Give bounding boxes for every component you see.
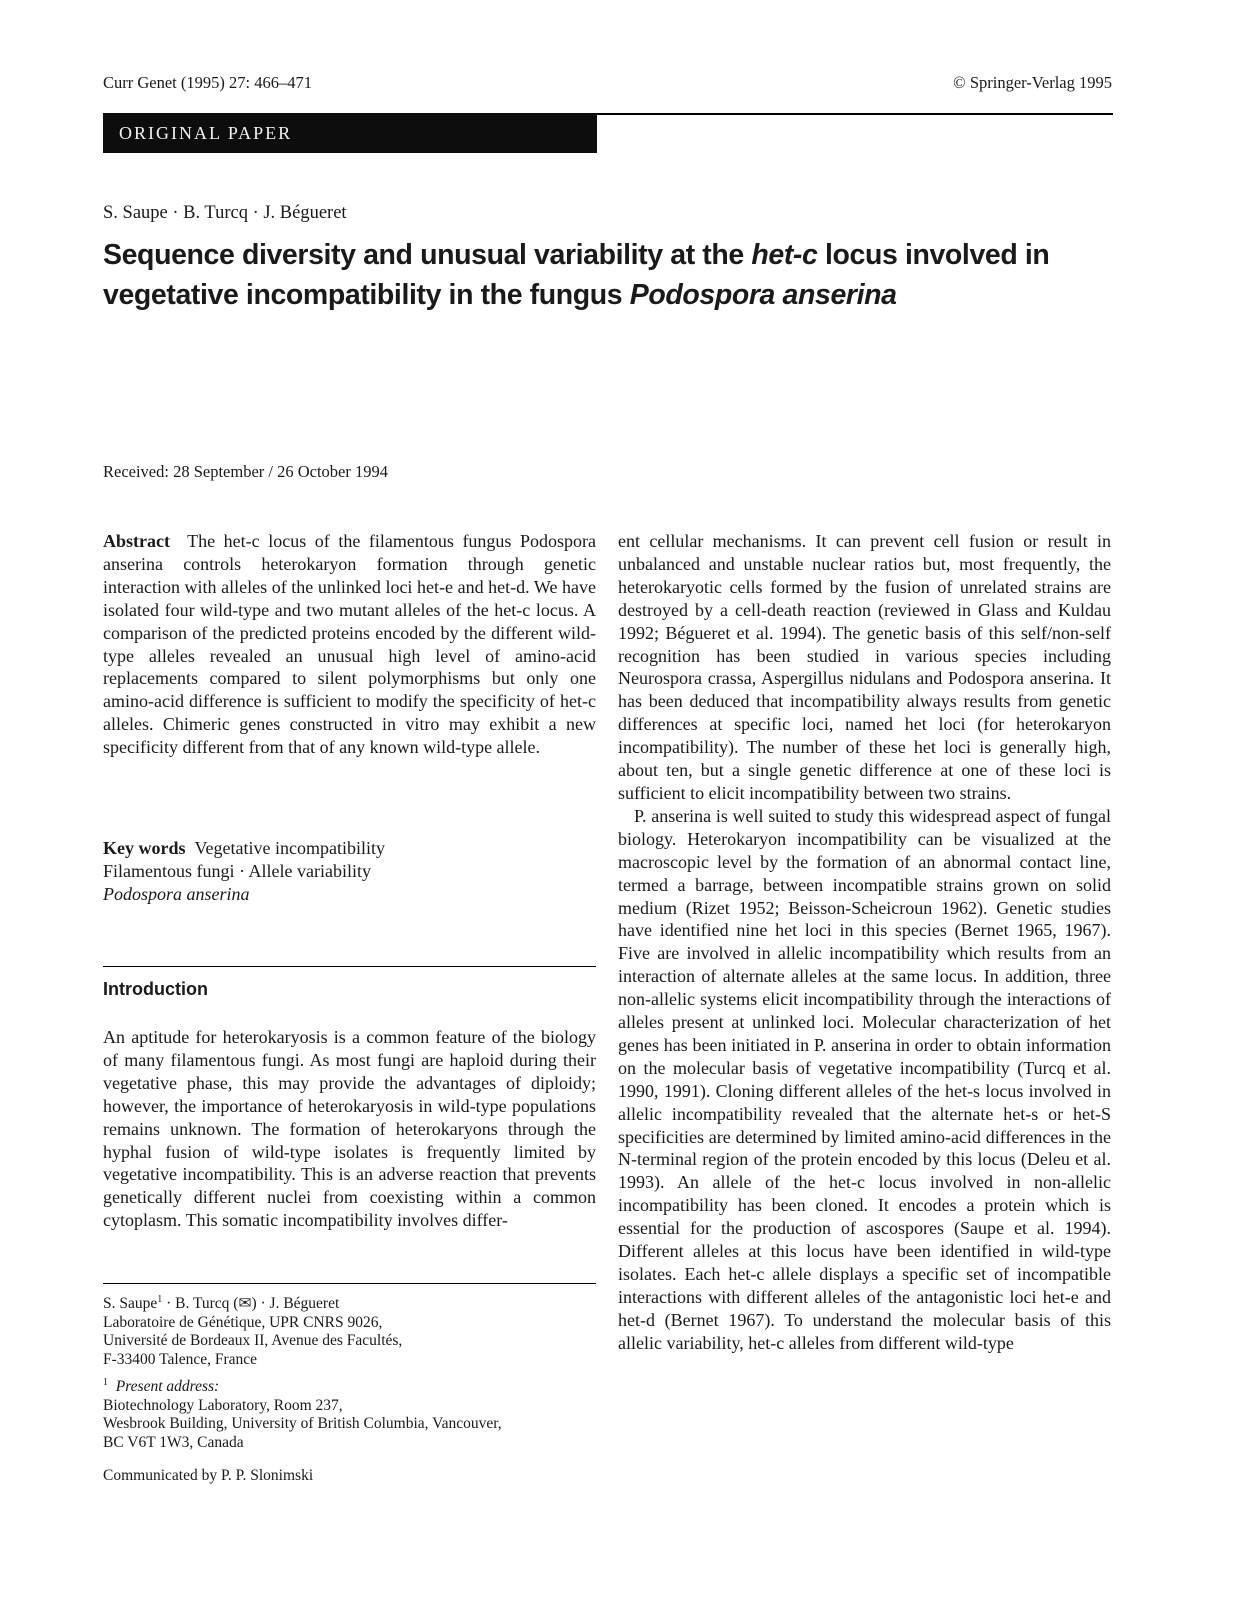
affiliation-line-2: Université de Bordeaux II, Avenue des Facultés,	[103, 1332, 403, 1349]
keywords-line-3: Podospora anserina	[103, 884, 250, 904]
introduction-paragraph-1: An aptitude for heterokaryosis is a common feature of the biology of many filamentous fungi. As most fungi are haploid during their vegetative phase, this may provide the advantages of diploidy; however, the importance of heterokaryosis in wild-type populations remains unknown. The formation of heterokaryons through the hyphal fusion of wild-type isolates is frequently limited by vegetative incompatibility. This is an adverse reaction that prevents genetically different nuclei from coexisting within a common cytoplasm. This somatic incompatibility involves differ-	[103, 1027, 596, 1231]
abstract-label: Abstract	[103, 531, 170, 551]
introduction-rule	[103, 966, 596, 967]
title-part-2: locus involved in vegetative incompatibility in the fungus	[103, 239, 1050, 311]
author-affiliation	[103, 1295, 596, 1369]
present-line-3: BC V6T 1W3, Canada	[103, 1433, 244, 1451]
title-species: Podospora anserina	[629, 279, 897, 311]
right-paragraph-2: P. anserina is well suited to study this widespread aspect of fungal biology. Heterokaryon incompatibility can be visualized at the macroscopic level by the formation of an abnormal contact line, termed a barrage, between incompatible strains grown on solid medium (Rizet 1952; Beisson-Scheicroun 1962). Genetic studies have identified nine het loci in this species (Bernet 1965, 1967). Five are involved in allelic incompatibility which results from an interaction of alternate alleles at the same locus. In addition, three non-allelic systems elicit incompatibility through the interactions of alleles present at unlinked loci. Molecular characterization of het genes has been initiated in P. anserina in order to obtain information on the molecular basis of vegetative incompatibility (Turcq et al. 1990, 1991). Cloning different alleles of the het-s locus involved in allelic incompatibility revealed that the alternate het-s or het-S specificities are determined by limited amino-acid differences in the N-terminal region of the protein encoded by this locus (Deleu et al. 1993). An allele of the het-c locus involved in non-allelic incompatibility has been cloned. It encodes a protein which is essential for the production of ascospores (Saupe et al. 1994). Different alleles at this locus have been identified in wild-type isolates. Each het-c allele displays a specific set of incompatible interactions with different alleles of the antagonistic loci het-e and het-d (Bernet 1967). To understand the molecular basis of this allelic variability, het-c alleles from different wild-type	[618, 805, 1111, 1353]
present-line-2: Wesbrook Building, University of British Columbia, Vancouver,	[103, 1415, 502, 1432]
keywords-section	[103, 837, 596, 906]
journal-citation: Curr Genet (1995) 27: 466–471	[103, 73, 312, 92]
author-list: S. Saupe · B. Turcq · J. Bégueret	[103, 203, 347, 223]
keywords-line-2: Filamentous fungi · Allele variability	[103, 861, 371, 881]
article-type-banner: ORIGINAL PAPER	[103, 113, 597, 153]
present-address	[103, 1378, 596, 1452]
abstract-text: The het-c locus of the filamentous fungus Podospora anserina controls heterokaryon formation through genetic interaction with alleles of the unlinked loci het-e and het-d. We have isolated four wild-type and two mutant alleles of the het-c locus. A comparison of the predicted proteins encoded by the different wild-type alleles revealed an unusual high level of amino-acid replacements compared to silent polymorphisms but only one amino-acid difference is sufficient to modify the specificity of het-c alleles. Chimeric genes constructed in vitro may exhibit a new specificity different from that of any known wild-type allele.	[103, 531, 597, 758]
title-part-1: Sequence diversity and unusual variability at the	[103, 239, 752, 271]
right-column	[618, 530, 1111, 1355]
keywords-line-1: Vegetative incompatibility	[194, 838, 385, 858]
footnote-authors-rest: · B. Turcq (✉) · J. Bégueret	[162, 1295, 340, 1312]
introduction-heading: Introduction	[103, 979, 208, 999]
abstract-section	[103, 530, 596, 759]
present-label: Present address:	[115, 1378, 220, 1395]
introduction-body	[103, 1026, 596, 1232]
publisher-copyright: © Springer-Verlag 1995	[953, 73, 1112, 92]
footnote-rule	[103, 1283, 596, 1284]
present-sup: 1	[103, 1376, 108, 1388]
title-gene: het-c	[751, 239, 818, 271]
affiliation-line-3: F-33400 Talence, France	[103, 1350, 258, 1368]
communicated-by: Communicated by P. P. Slonimski	[103, 1467, 314, 1484]
present-line-1: Biotechnology Laboratory, Room 237,	[103, 1396, 343, 1414]
received-date: Received: 28 September / 26 October 1994	[103, 462, 389, 481]
affiliation-line-1: Laboratoire de Génétique, UPR CNRS 9026,	[103, 1313, 383, 1331]
keywords-label: Key words	[103, 838, 186, 858]
footnote-author-1: S. Saupe	[103, 1295, 158, 1312]
paper-title	[103, 235, 1113, 315]
footnote-sup-1: 1	[157, 1293, 163, 1305]
right-paragraph-1: ent cellular mechanisms. It can prevent cell fusion or result in unbalanced and unstable nuclear ratios but, most frequently, the heterokaryotic cells formed by the fusion of unrelated strains are destroyed by a cell-death reaction (reviewed in Glass and Kuldau 1992; Bégueret et al. 1994). The genetic basis of this self/non-self recognition has been studied in various species including Neurospora crassa, Aspergillus nidulans and Podospora anserina. It has been deduced that incompatibility always results from genetic differences at specific loci, named het loci (for heterokaryon incompatibility). The number of these het loci is generally high, about ten, but a single genetic difference at one of these loci is sufficient to elicit incompatibility between two strains.	[618, 531, 1111, 803]
